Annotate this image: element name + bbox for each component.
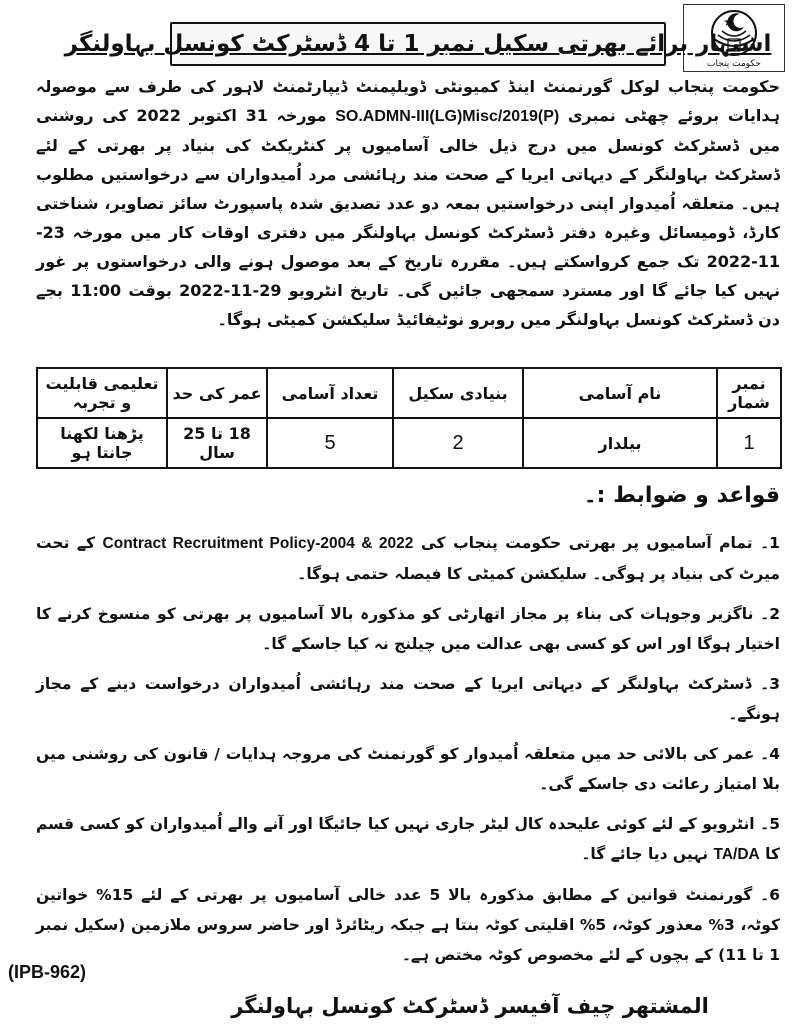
rule-text: 5۔ انٹرویو کے لئے کوئی علیحدہ کال لیٹر جاری نہیں کیا جائیگا اور آنے والے اُمیدواران کو کسی قسم کا (36, 815, 780, 863)
table-row (37, 418, 781, 468)
header-age-limit: عمر کی حد (167, 368, 267, 418)
header-basic-scale: بنیادی سکیل (393, 368, 523, 418)
letter-number: SO.ADMN-III(LG)Misc/2019(P) (335, 108, 560, 125)
intro-text-part1: حکومت پنجاب لوکل گورنمنٹ اینڈ کمیونٹی ڈویلپمنٹ ڈیپارٹمنٹ لاہور کی طرف سے موصولہ ہدایات بروئے چھٹی نمبری (36, 77, 781, 125)
rule-text: 2۔ ناگزیر وجوہات کی بناء پر مجاز اتھارٹی کو مذکورہ بالا آسامیوں پر بھرتی کو منسوخ کرنے کا اختیار ہوگا اور اس کو کسی بھی عدالت میں چیلنج نہ کیا جاسکے گا۔ (36, 605, 780, 653)
rule-item-6 (36, 880, 780, 970)
rule-text: 6۔ گورنمنٹ قوانین کے مطابق مذکورہ بالا 5 عدد خالی آسامیوں پر بھرتی کے لئے 15% خواتین کوٹہ، 3% معذور کوٹہ، 5% اقلیتی کوٹہ بنتا ہے جبکہ ریٹائرڈ اور حاضر سروس ملازمین (سکیل نمبر 1 تا 11) کے بچوں کے لئے مخصوص کوٹہ مختص ہے۔ (36, 886, 780, 964)
rule-text: کے تحت میرٹ کی بنیاد پر ہوگی۔ سلیکشن کمیٹی کا فیصلہ حتمی ہوگا۔ (36, 534, 780, 583)
table-header-row (37, 368, 781, 418)
rule-text: نہیں دیا جائے گا۔ (581, 845, 709, 863)
rule-text: 4۔ عمر کی بالائی حد میں متعلقہ اُمیدوار کو گورنمنٹ کی مروجہ ہدایات / قانون کی روشنی میں بلا امتیاز رعائت دی جاسکے گی۔ (36, 745, 780, 793)
rule-item-4 (36, 739, 780, 799)
intro-paragraph (36, 72, 780, 334)
header-post-count: تعداد آسامی (267, 368, 393, 418)
vacancy-table (36, 367, 782, 469)
page-title: اشتہار برائے بھرتی سکیل نمبر 1 تا 4 ڈسٹرکٹ کونسل بہاولنگر (64, 31, 772, 57)
rules-list (36, 528, 780, 980)
policy-name: Contract Recruitment Policy-2004 & 2022 (102, 535, 414, 552)
rule-item-1 (36, 528, 780, 589)
cell-qualification: پڑھنا لکھنا جانتا ہو (37, 418, 167, 468)
advertiser-signature: المشتھر چیف آفیسر ڈسٹرکٹ کونسل بہاولنگر (231, 994, 709, 1018)
emblem-caption: حکومت پنجاب (707, 59, 761, 69)
intro-text-part2: مورخہ 31 اکتوبر 2022 کی روشنی میں ڈسٹرکٹ کونسل میں درج ذیل خالی آسامیوں پر کنٹریکٹ کی بنیاد پر بھرتی کے لئے ڈسٹرکٹ بہاولنگر کے دیہاتی ایریا کے صحت مند رہائشی مرد اُمیدواران سے درخواستیں مطلوب ہیں۔ متعلقہ اُمیدوار اپنی درخواستیں بمعہ دو عدد تصدیق شدہ پاسپورٹ سائز تصاویر، شناختی کارڈ، ڈومیسائل وغیرہ دفتر ڈسٹرکٹ کونسل بہاولنگر میں دفتری اوقات کار میں مورخہ 23-11-2022 تک جمع کرواسکتے ہیں۔ مقررہ تاریخ کے بعد موصول ہونے والی درخواستوں پر غور نہیں کیا جائے گا اور مسترد سمجھی جائیں گی۔ تاریخ انٹرویو 29-11-2022 بوقت 11:00 بجے دن ڈسٹرکٹ کونسل بہاولنگر میں روبرو نوٹیفائیڈ سلیکشن کمیٹی ہوگا۔ (36, 106, 781, 329)
cell-serial-number: 1 (717, 418, 781, 468)
cell-post-count: 5 (267, 418, 393, 468)
cell-age-limit: 18 تا 25 سال (167, 418, 267, 468)
rule-item-5 (36, 809, 780, 870)
header-serial-number: نمبر شمار (717, 368, 781, 418)
rule-text: 3۔ ڈسٹرکٹ بہاولنگر کے دیہاتی ایریا کے صحت مند رہائشی اُمیدواران درخواست دینے کے مجاز ہونگے۔ (36, 675, 780, 723)
ipb-reference-code: (IPB-962) (8, 962, 87, 982)
cell-post-name: بیلدار (523, 418, 717, 468)
header-post-name: نام آسامی (523, 368, 717, 418)
rule-text: 1۔ تمام آسامیوں پر بھرتی حکومت پنجاب کی (420, 534, 780, 552)
rule-item-2 (36, 599, 780, 659)
header-qualification: تعلیمی قابلیت و تجربہ (37, 368, 167, 418)
cell-basic-scale: 2 (393, 418, 523, 468)
rules-heading: قواعد و ضوابط :۔ (583, 483, 780, 508)
ta-da-term: TA/DA (713, 846, 760, 863)
rule-item-3 (36, 669, 780, 729)
